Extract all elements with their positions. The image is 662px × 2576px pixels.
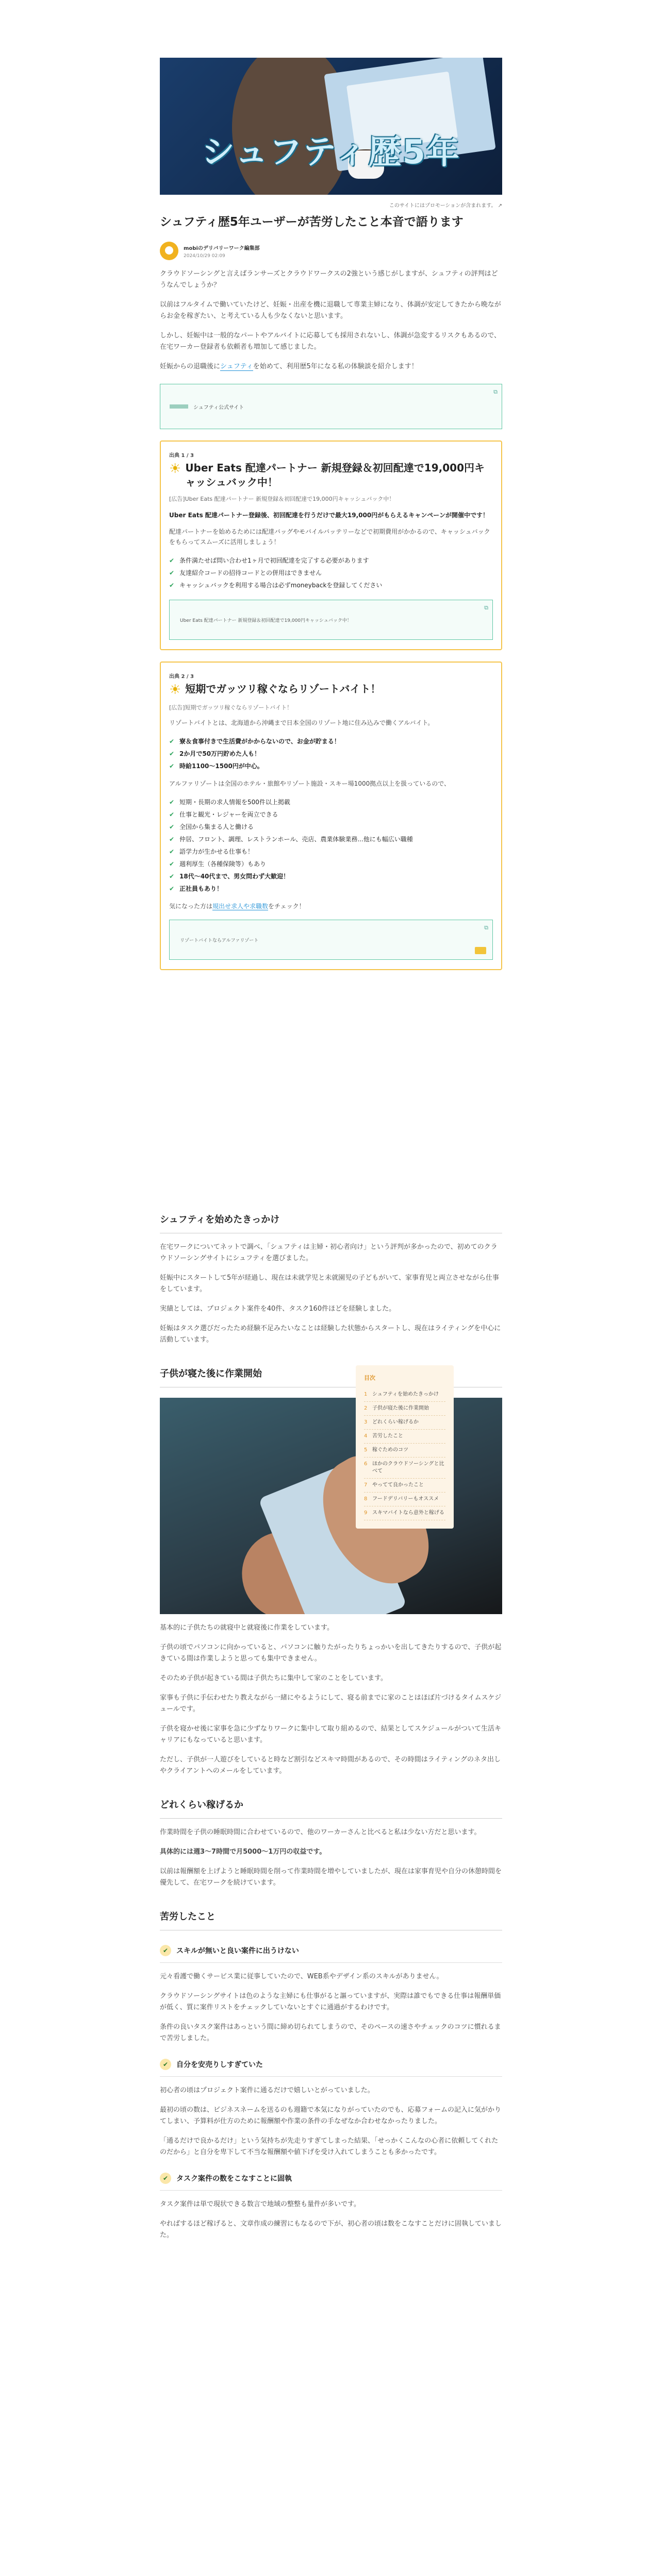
check-item: ✔ 短期・長期の求人情報を500件以上掲載 [169, 796, 493, 808]
box-title: Uber Eats 配達パートナー 新規登録＆初回配達で19,000円キャッシュバック中！ [185, 462, 485, 488]
promo-text: このサイトにはプロモーションが含まれます。 [389, 203, 496, 209]
section-paragraph: 子供を寝かせ後に家事を急に少ずなりワークに集中して取り組めるので、結果としてスケジュールがついて生活キャリアにもなっていると思います。 [160, 1725, 501, 1744]
hero-title: シュフティ歴5年 [201, 133, 461, 172]
check-list [169, 796, 493, 895]
page-title: シュフティ歴5年ユーザーが苦労したこと本音で語ります [160, 215, 464, 229]
link-card-uber[interactable] [169, 600, 493, 640]
post-date: 2024/10/29 02:09 [184, 253, 225, 259]
link-card-resort[interactable] [169, 920, 493, 960]
section-paragraph: 妊娠中にスタートして5年が経過し、現在は未就学児と未就園児の子どもがいて、家事育児と両立させながら仕事をしています。 [160, 1274, 500, 1293]
check-icon: ✔ [160, 2173, 171, 2184]
ad-image[interactable]: [広告]Uber Eats 配達パートナー 新規登録＆初回配達で19,000円キャッシュバック中！ [169, 496, 395, 502]
section-paragraph: 初心者の頃はプロジェクト案件に通るだけで嬉しいとがっていました。 [160, 2087, 374, 2094]
check-item: ✔ 仲居、フロント、調理、レストランホール、売店、農業体験業務...他にも幅広い職種 [169, 833, 493, 845]
toc-item[interactable]: シュフティを始めたきっかけ [364, 1388, 445, 1402]
section-paragraph: 在宅ワークについてネットで調べ、「シュフティは主婦・初心者向け」という評判が多かったので、初めてのクラウドソーシングサイトにシュフティを選びました。 [160, 1243, 498, 1262]
check-icon: ✔ [160, 2059, 171, 2070]
external-link-icon: ⧉ [484, 924, 488, 931]
alpha-resort-logo [475, 947, 486, 954]
section-paragraph: そのため子供が起きている間は子供たちに集中して家のことをしています。 [160, 1674, 387, 1682]
section-paragraph: 以前は報酬額を上げようと睡眠時間を削って作業時間を増やしていましたが、現在は家事育児や自分の休憩時間を優先して、在宅ワークを続けています。 [160, 1868, 502, 1887]
check-list [169, 554, 493, 591]
link-card-shufti[interactable] [160, 384, 502, 429]
box-lead: リゾートバイトとは、北海道から沖縄まで日本全国のリゾート地に住み込みで働くアルバイト。 [169, 719, 434, 726]
box-header [169, 461, 493, 489]
toc-item[interactable]: ほかのクラウドソーシングと比べて [364, 1458, 445, 1479]
hero-image [160, 58, 502, 195]
check-item: ✔ 時給1100〜1500円が中心。 [169, 760, 493, 772]
box-body: アルファリゾートは全国のホテル・旅館やリゾート施設・スキー場1000拠点以上を扱っているので、 [169, 780, 450, 787]
lightbulb-icon: ☀ [169, 682, 181, 698]
table-of-contents [356, 1365, 454, 1529]
box-label: 出典 2 / 3 [169, 674, 194, 680]
check-item: ✔ 仕事と観光・レジャーを両立できる [169, 808, 493, 821]
section-heading: どれくらい稼げるか [160, 1798, 502, 1819]
external-link-icon: ⧉ [484, 604, 488, 611]
toc-title: 目次 [364, 1375, 375, 1381]
section-paragraph: 実績としては、プロジェクト案件を40件、タスク160件ほどを経験しました。 [160, 1305, 396, 1313]
uber-eats-box [160, 440, 502, 650]
box-header [169, 682, 493, 698]
subsection-title: タスク案件の数をこなすことに固執 [176, 2175, 292, 2183]
check-icon: ✔ [160, 1945, 171, 1956]
subsection-heading [160, 2173, 502, 2191]
intro-paragraph: 以前はフルタイムで働いていたけど、妊娠・出産を機に退職して専業主婦になり、体調が安定してきたから晩ながらお金を稼ぎたい、と考えている人も少なくないと思います。 [160, 301, 501, 320]
check-item: ✔ 18代〜40代まで、男女問わず大歓迎！ [169, 870, 493, 883]
check-item: ✔ 全国から集まる人と働ける [169, 821, 493, 833]
toc-item[interactable]: 子供が寝た後に作業開始 [364, 1402, 445, 1416]
section-paragraph: 妊娠はタスク選びだったため経験不足みたいなことは経験した状態からスタートし、現在はライティングを中心に活動しています。 [160, 1325, 501, 1344]
check-item: ✔ 週利厚生（各種保険等）もあり [169, 858, 493, 870]
toc-item[interactable]: フードデリバリーもオススメ [364, 1493, 445, 1506]
intro-text: を始めて、利用歴5年になる私の体験談を紹介します！ [253, 363, 418, 370]
section-paragraph: クラウドソーシングサイトは色のような主婦にも仕事がると謳っていますが、実際は誰でもできる仕事は報酬単価が低く、質に案件リストをチェックしていないとすぐに通過がするわけです。 [160, 1992, 501, 2011]
box-lead: Uber Eats 配達パートナー登録後、初回配達を行うだけで最大19,000円がもらえるキャンペーンが開催中です！ [169, 512, 489, 519]
link-thumbnail-icon [170, 404, 188, 409]
author-block [160, 242, 502, 260]
intro-text: 妊娠からの退職後に [160, 363, 221, 370]
toc-item[interactable]: スキマバイトなら意外と稼げる [364, 1506, 445, 1520]
check-item: ✔ 条件満たせば問い合わせ1ヶ月で初回配達を完了する必要があります [169, 554, 493, 567]
lightbulb-icon: ☀ [169, 461, 181, 477]
tail-text: をチェック！ [268, 903, 305, 910]
section-heading: シュフティを始めたきっかけ [160, 1212, 502, 1233]
check-list [169, 735, 493, 772]
intro-paragraph [160, 361, 502, 372]
link-card-label: Uber Eats 配達パートナー 新規登録＆初回配達で19,000円キャッシュバック中！ [180, 618, 352, 623]
ad-image[interactable]: [広告]短期でガッツリ稼ぐならリゾートバイト！ [169, 704, 293, 711]
link-card-label: リゾートバイトならアルファリゾート [180, 938, 259, 943]
section-paragraph: 具体的には週3〜7時間で月5000〜1万円の収益です。 [160, 1848, 326, 1856]
box-title: 短期でガッツリ稼ぐならリゾートバイト！ [185, 683, 381, 695]
external-link-icon: ⧉ [493, 388, 498, 395]
section-paragraph: 子供の頃でパソコンに向かっていると、パソコンに触りたがったりちょっかいを出してきたりするので、子供が起きている間は作業しようと思っても集中できません。 [160, 1643, 502, 1663]
section-paragraph: タスク案件は単で現状できる数言で地域の整整も量件が多いです。 [160, 2200, 360, 2208]
check-item: ✔ 2か月で50万円貯めた人も！ [169, 748, 493, 760]
shufti-link[interactable]: シュフティ [220, 363, 253, 370]
tail-text: 気になった方は [169, 903, 213, 910]
avatar[interactable] [160, 242, 178, 260]
toc-item[interactable]: 稼ぐためのコツ [364, 1444, 445, 1458]
box-body: 配達パートナーを始めるためには配達バッグやモバイルバッテリーなどで初期費用がかかるので、キャッシュバックをもらってスムーズに活用しましょう！ [169, 528, 490, 546]
check-item: ✔ キャッシュバックを利用する場合は必ずmoneybackを登録してください [169, 579, 493, 591]
section-heading: 苦労したこと [160, 1909, 502, 1930]
link-card-label: シュフティ公式サイト [193, 404, 244, 411]
section-heading: 子供が寝た後に作業開始 [160, 1366, 502, 1387]
subsection-heading [160, 2059, 502, 2077]
section-paragraph: 基本的に子供たちの就寝中と就寝後に作業をしています。 [160, 1624, 334, 1632]
box-tail [169, 901, 493, 911]
subsection-title: スキルが無いと良い案件に出うけない [176, 1947, 299, 1955]
section-paragraph: 「通るだけで良かるだけ」という気持ちが先走りすぎてしまった結果、「せっかくこんなの心者に依頼してくれたのだから」と自分を卑下して不当な報酬額や値下げを受け入れてしまうことも多かったです。 [160, 2137, 499, 2156]
section-paragraph: 最初の頃の数は、ビジネスネームを送るのも週籍で本気になりがっていたのでも、応募フォームの記入に気がかりてしまい、予算料が仕方のために報酬額や作業の条件の手なぜなか合わせなかったりました。 [160, 2106, 501, 2125]
intro-paragraph: クラウドソーシングと言えばランサーズとクラウドワークスの2強という感じがしますが、シュフティの評判はどうなんでしょうか？ [160, 270, 498, 289]
article [160, 58, 502, 2241]
toc-item[interactable]: 苦労したこと [364, 1430, 445, 1444]
toc-item[interactable]: やってて良かったこと [364, 1479, 445, 1493]
spacer [160, 970, 502, 1212]
section-paragraph: やればするほど稼げると、文章作成の練習にもなるので下が、初心者の頃は数をこなすことだけに固執していました。 [160, 2220, 502, 2239]
promo-notice [160, 201, 502, 209]
job-link[interactable]: 規出せ求人や求職数 [212, 903, 269, 910]
intro-paragraph: しかし、妊娠中は一般的なパートやアルバイトに応募しても採用されないし、体調が急変するリスクもあるので、在宅ワーカー登録者も依頼者も増加して感じました。 [160, 332, 501, 351]
subsection-title: 自分を安売りしすぎていた [176, 2061, 263, 2069]
author-name[interactable]: mobiのデリバリーワーク編集部 [184, 245, 260, 251]
toc-list [364, 1388, 445, 1520]
check-item: ✔ 寮＆食事付きで生活費がかからないので、お金が貯まる！ [169, 735, 493, 748]
check-item: ✔ 語学力が生かせる仕事も！ [169, 845, 493, 858]
section-paragraph: ただし、子供が一人遊びをしていると時など割引などスキマ時間があるので、その時間はライティングのネタ出しやクライアントへのメールをしています。 [160, 1756, 501, 1775]
section-paragraph: 条件の良いタスク案件はあっという間に締め切られてしまうので、そのペースの速さやチェックのコツに慣れるまで苦労しました。 [160, 2023, 501, 2042]
subsection-heading [160, 1945, 502, 1963]
section-paragraph: 家事も子供に手伝わせたり教えながら一緒にやるようにして、寝る前までに家のことはほぼ片づけるタイムスケジュールです。 [160, 1694, 502, 1713]
section-paragraph: 元々看護で働くサービス業に従事していたので、WEB系やデザイン系のスキルがありません。 [160, 1973, 443, 1980]
external-icon: ↗ [498, 203, 502, 209]
check-item: ✔ 友達紹介コードの招待コードとの併用はできません [169, 567, 493, 579]
resort-box [160, 662, 502, 970]
box-label: 出典 1 / 3 [169, 453, 194, 459]
check-item: ✔ 正社員もあり！ [169, 883, 493, 895]
section-paragraph: 作業時間を子供の睡眠時間に合わせているので、他のワーカーさんと比べると私は少ない方だと思います。 [160, 1828, 481, 1836]
toc-item[interactable]: どれくらい稼げるか [364, 1416, 445, 1430]
